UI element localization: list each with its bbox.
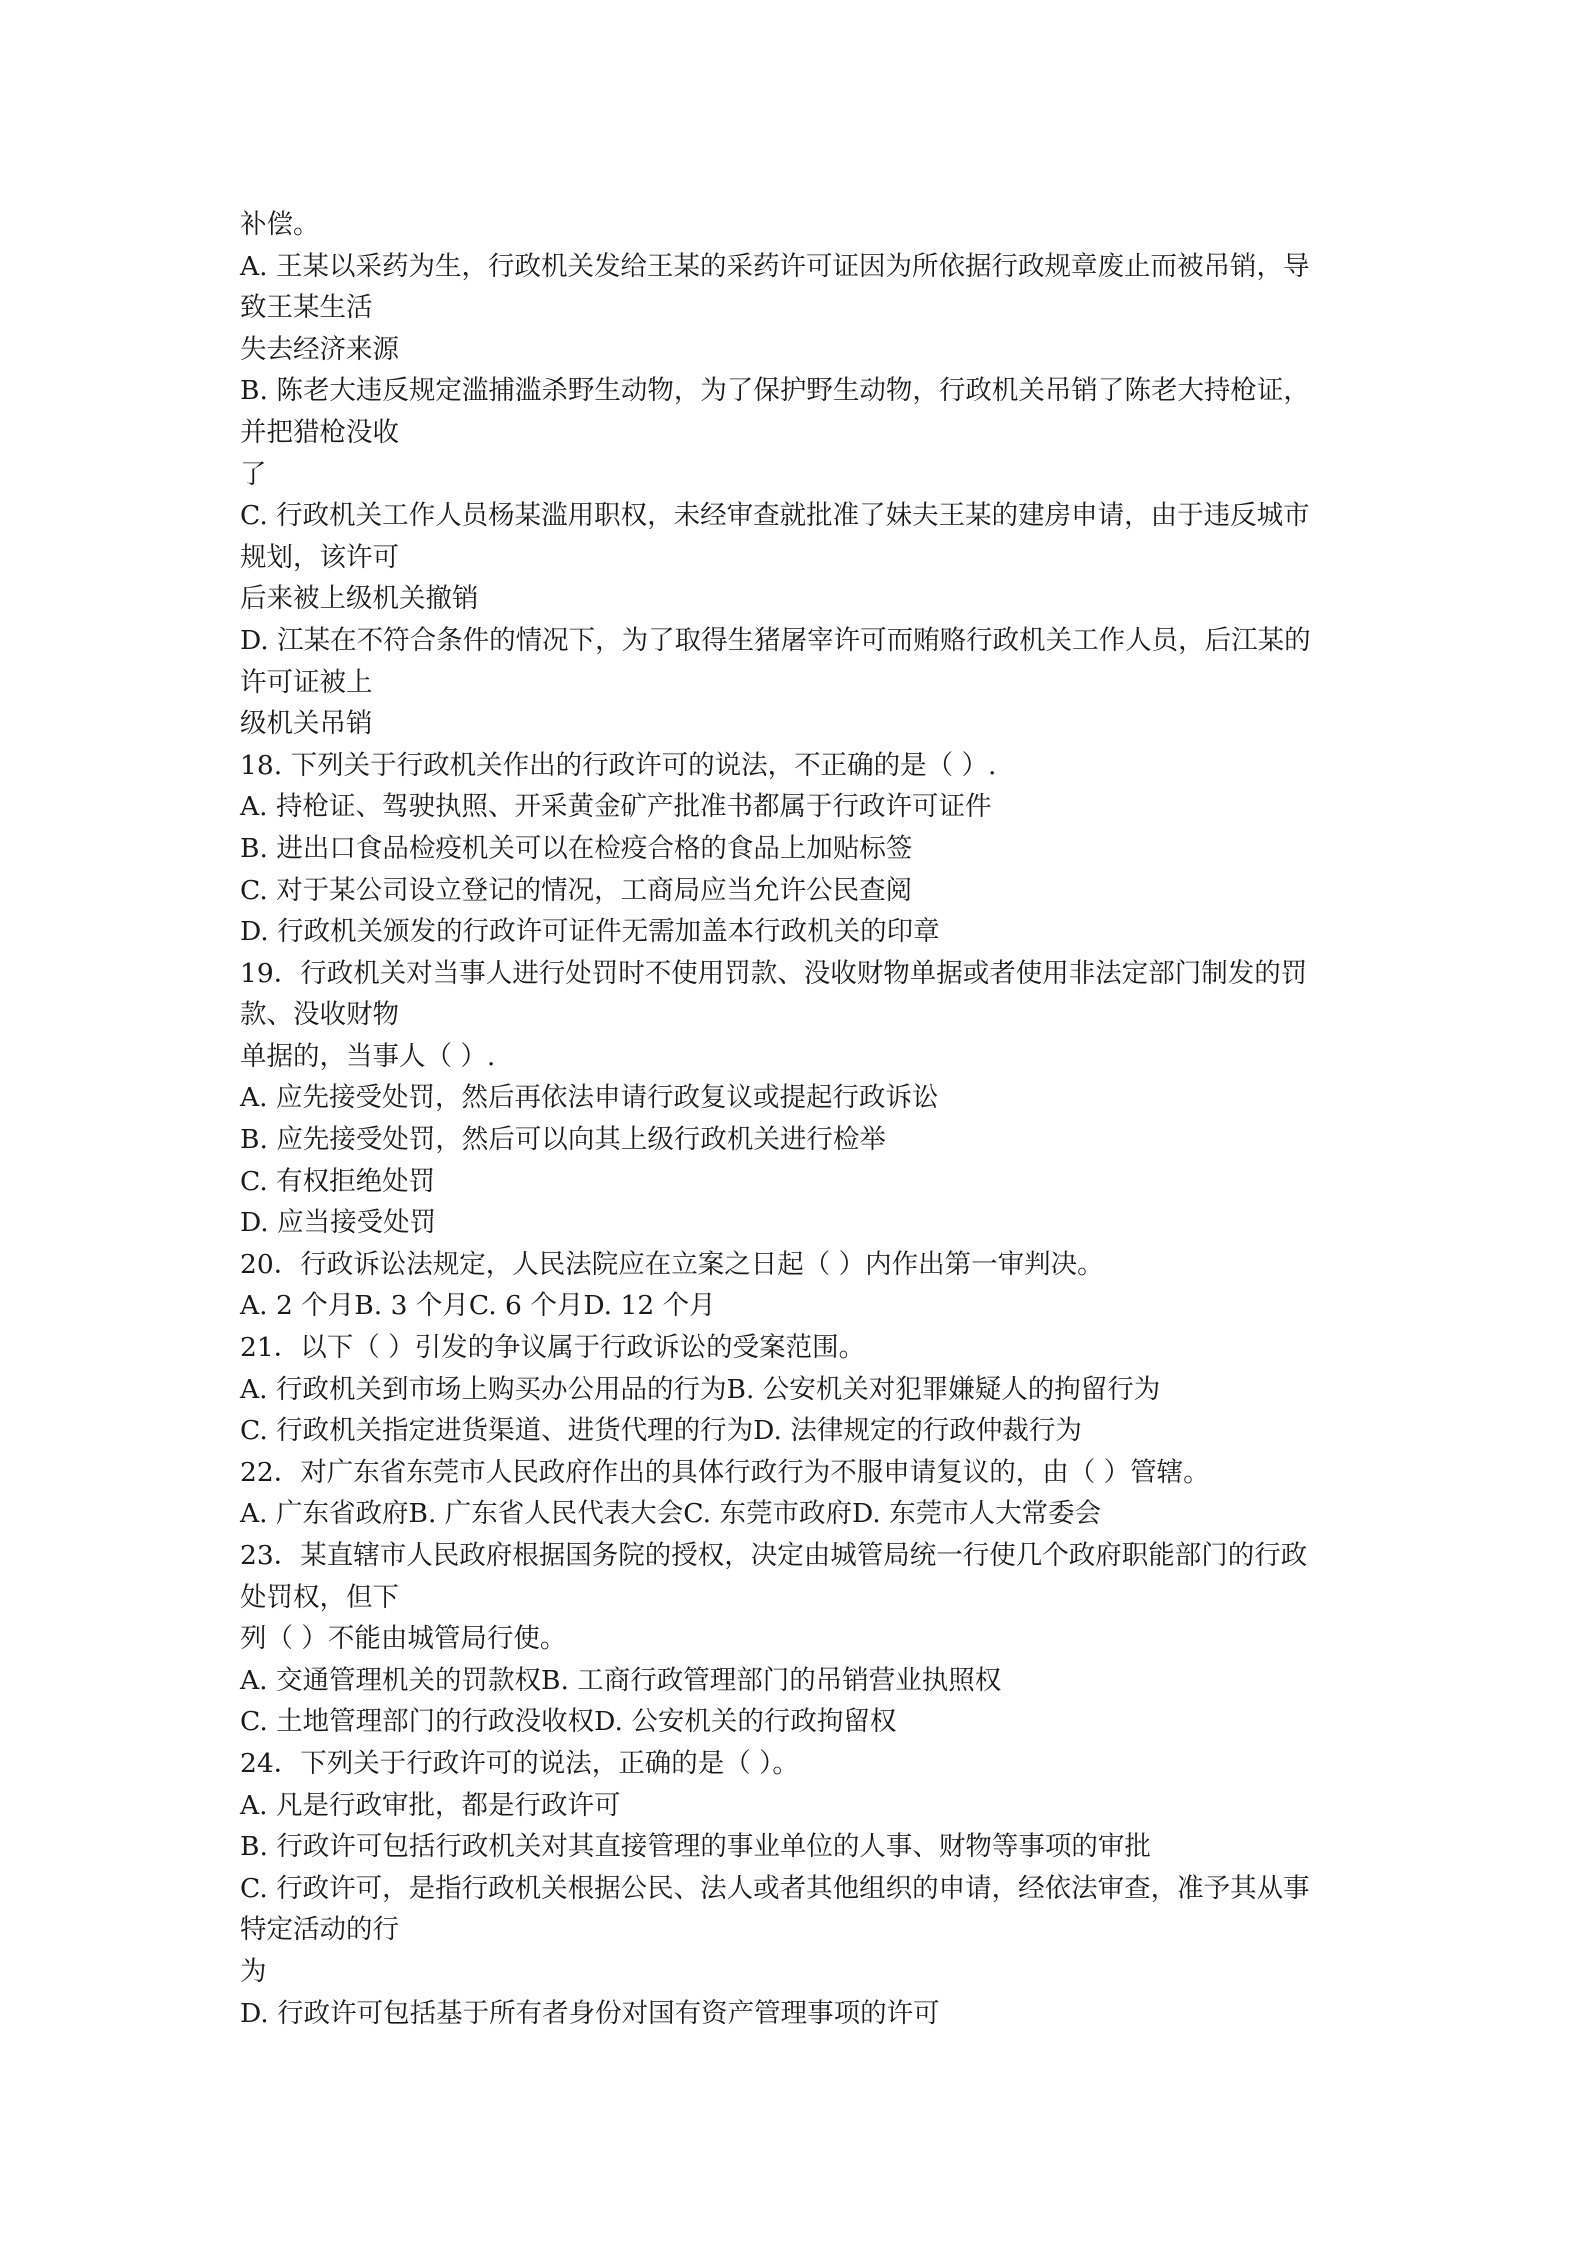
question-21-stem: 21．以下（ ）引发的争议属于行政诉讼的受案范围。 xyxy=(240,1332,866,1364)
text-line: D. 江某在不符合条件的情况下，为了取得生猪屠宰许可而贿赂行政机关工作人员，后江某的 xyxy=(240,624,1311,656)
question-24-option-a: A. 凡是行政审批，都是行政许可 xyxy=(240,1789,621,1821)
question-20-options: A. 2 个月B. 3 个月C. 6 个月D. 12 个月 xyxy=(240,1290,716,1322)
question-23-options: C. 土地管理部门的行政没收权D. 公安机关的行政拘留权 xyxy=(240,1706,897,1738)
question-19-option-c: C. 有权拒绝处罚 xyxy=(240,1165,436,1197)
question-23-stem: 列（ ）不能由城管局行使。 xyxy=(240,1623,567,1655)
text-line: 了 xyxy=(240,458,267,490)
question-18-option-a: A. 持枪证、驾驶执照、开采黄金矿产批准书都属于行政许可证件 xyxy=(240,791,992,823)
question-18-option-b: B. 进出口食品检疫机关可以在检疫合格的食品上加贴标签 xyxy=(240,832,913,864)
text-line: 规划，该许可 xyxy=(240,541,399,573)
text-line: 后来被上级机关撤销 xyxy=(240,583,479,615)
question-24-option-b: B. 行政许可包括行政机关对其直接管理的事业单位的人事、财物等事项的审批 xyxy=(240,1831,1151,1863)
question-23-stem: 23．某直辖市人民政府根据国务院的授权，决定由城管局统一行使几个政府职能部门的行政 xyxy=(240,1540,1308,1571)
question-24-option-c: 为 xyxy=(240,1955,267,1987)
question-23-stem: 处罚权，但下 xyxy=(240,1581,399,1613)
text-line: 补偿。 xyxy=(240,209,320,240)
text-line: 并把猎枪没收 xyxy=(240,416,399,448)
text-line: B. 陈老大违反规定滥捕滥杀野生动物，为了保护野生动物，行政机关吊销了陈老大持枪证， xyxy=(240,375,1310,407)
question-24-stem: 24．下列关于行政许可的说法，正确的是（ ）。 xyxy=(240,1747,799,1779)
question-19-stem: 款、没收财物 xyxy=(240,999,399,1031)
question-21-options: C. 行政机关指定进货渠道、进货代理的行为D. 法律规定的行政仲裁行为 xyxy=(240,1415,1082,1447)
question-23-options: A. 交通管理机关的罚款权B. 工商行政管理部门的吊销营业执照权 xyxy=(240,1664,1002,1696)
text-line: A. 王某以采药为生，行政机关发给王某的采药许可证因为所依据行政规章废止而被吊销，导 xyxy=(240,250,1310,282)
question-22-stem: 22．对广东省东莞市人民政府作出的具体行政行为不服申请复议的，由（ ）管辖。 xyxy=(240,1456,1210,1488)
question-24-option-c: C. 行政许可，是指行政机关根据公民、法人或者其他组织的申请，经依法审查，准予其从事 xyxy=(240,1872,1310,1904)
document-body xyxy=(240,204,1360,2034)
text-line: 失去经济来源 xyxy=(240,333,399,365)
question-19-option-d: D. 应当接受处罚 xyxy=(240,1207,437,1239)
question-18-option-d: D. 行政机关颁发的行政许可证件无需加盖本行政机关的印章 xyxy=(240,916,940,948)
question-21-options: A. 行政机关到市场上购买办公用品的行为B. 公安机关对犯罪嫌疑人的拘留行为 xyxy=(240,1373,1161,1405)
text-line: 许可证被上 xyxy=(240,666,373,698)
text-line: 致王某生活 xyxy=(240,292,373,324)
text-line: 级机关吊销 xyxy=(240,708,373,740)
question-19-option-a: A. 应先接受处罚，然后再依法申请行政复议或提起行政诉讼 xyxy=(240,1082,939,1114)
question-19-stem: 19．行政机关对当事人进行处罚时不使用罚款、没收财物单据或者使用非法定部门制发的罚 xyxy=(240,957,1308,989)
question-19-stem: 单据的，当事人（ ）. xyxy=(240,1040,496,1072)
question-24-option-d: D. 行政许可包括基于所有者身份对国有资产管理事项的许可 xyxy=(240,1997,940,2029)
question-20-stem: 20．行政诉讼法规定，人民法院应在立案之日起（ ）内作出第一审判决。 xyxy=(240,1248,1104,1280)
question-24-option-c: 特定活动的行 xyxy=(240,1914,399,1946)
question-18-stem: 18. 下列关于行政机关作出的行政许可的说法，不正确的是（ ）. xyxy=(240,749,997,781)
question-18-option-c: C. 对于某公司设立登记的情况，工商局应当允许公民查阅 xyxy=(240,874,913,906)
text-line: C. 行政机关工作人员杨某滥用职权，未经审查就批准了妹夫王某的建房申请，由于违反城市 xyxy=(240,500,1310,532)
question-19-option-b: B. 应先接受处罚，然后可以向其上级行政机关进行检举 xyxy=(240,1124,886,1156)
question-22-options: A. 广东省政府B. 广东省人民代表大会C. 东莞市政府D. 东莞市人大常委会 xyxy=(240,1498,1102,1530)
